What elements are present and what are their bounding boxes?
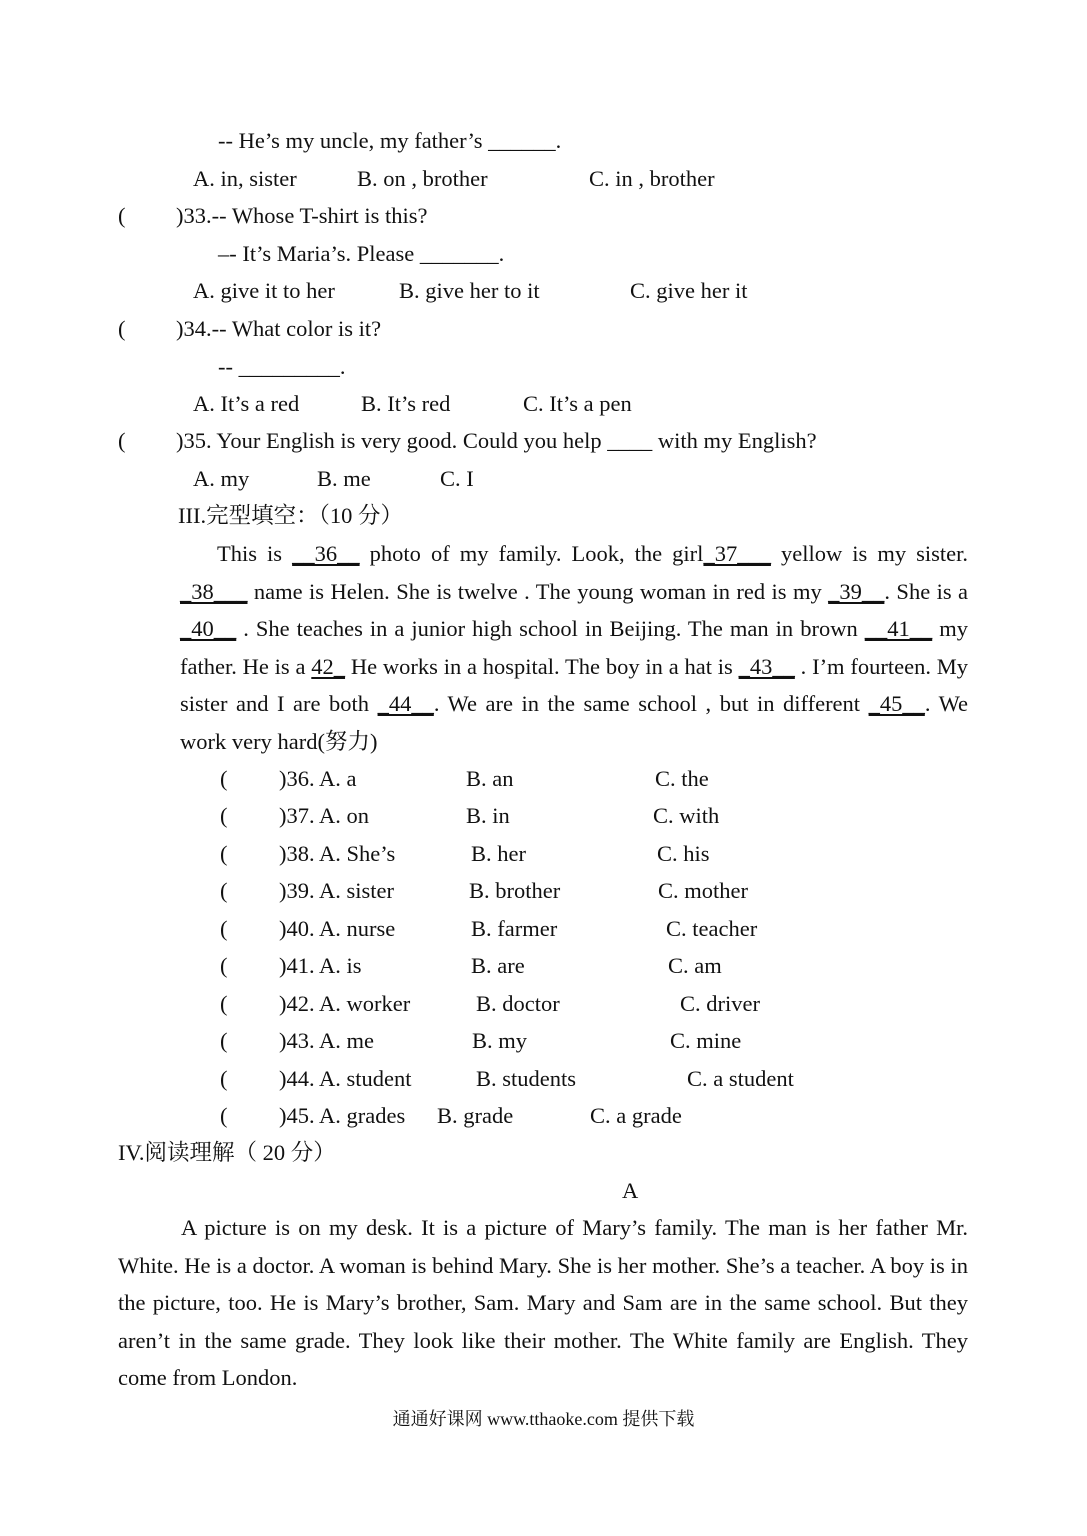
cloze-item-37-c: C. with	[653, 803, 720, 828]
cloze-item-40-b: B. farmer	[471, 916, 558, 941]
q33-option-c: C. give her it	[630, 278, 748, 303]
q32-option-c: C. in , brother	[589, 166, 715, 191]
cloze-blank-39: _39__	[828, 578, 885, 604]
cloze-item-44-b: B. students	[476, 1066, 577, 1091]
cloze-item-38-a: )38. A. She’s	[279, 841, 396, 866]
cloze-item-41-b: B. are	[471, 953, 525, 978]
cloze-passage	[180, 535, 968, 760]
reading-part-label: A	[622, 1178, 639, 1203]
cloze-text: name is Helen. She is twelve . The young woman in red is my	[247, 578, 829, 604]
cloze-text: yellow is my sister.	[770, 541, 968, 566]
cloze-item-44-a: )44. A. student	[279, 1066, 412, 1091]
q34-answer-line: -- _________.	[218, 354, 346, 379]
q33-option-a: A. give it to her	[193, 278, 335, 303]
cloze-item-39-c: C. mother	[658, 878, 748, 903]
q33-option-b: B. give her to it	[399, 278, 540, 303]
cloze-item-38-paren: (	[220, 841, 228, 866]
section-4-heading: IV.阅读理解（ 20 分）	[118, 1140, 336, 1165]
cloze-item-45-c: C. a grade	[590, 1103, 682, 1128]
q34-answer-paren: (	[118, 316, 126, 341]
cloze-item-39-a: )39. A. sister	[279, 878, 394, 903]
cloze-item-36-paren: (	[220, 766, 228, 791]
q34-option-b: B. It’s red	[361, 391, 451, 416]
cloze-blank-40: _40__	[180, 616, 237, 641]
cloze-item-43-paren: (	[220, 1028, 228, 1053]
cloze-item-41-paren: (	[220, 953, 228, 978]
q32-option-b: B. on , brother	[357, 166, 488, 191]
cloze-item-39-paren: (	[220, 878, 228, 903]
q33-answer-paren: (	[118, 203, 126, 228]
cloze-item-45-paren: (	[220, 1103, 228, 1128]
q32-answer-line: -- He’s my uncle, my father’s ______.	[218, 128, 562, 153]
cloze-item-40-c: C. teacher	[666, 916, 758, 941]
cloze-text: . She teaches in a junior high school in Beijing. The man in brown	[236, 616, 865, 641]
cloze-item-42-c: C. driver	[680, 991, 760, 1016]
cloze-blank-37: _37___	[703, 541, 771, 566]
cloze-text: photo of my family. Look, the girl	[359, 541, 704, 566]
cloze-item-45-b: B. grade	[437, 1103, 514, 1128]
cloze-text: . We work very hard(努力)	[180, 691, 968, 754]
cloze-item-42-a: )42. A. worker	[279, 991, 411, 1016]
cloze-text: my father. He is a	[180, 616, 968, 679]
cloze-text: . I’m fourteen. My sister and I are both	[180, 653, 969, 716]
cloze-item-36-a: )36. A. a	[279, 766, 357, 791]
cloze-item-36-c: C. the	[655, 766, 709, 791]
q35-option-a: A. my	[193, 466, 250, 491]
cloze-blank-44: _44__	[377, 691, 434, 716]
cloze-item-43-c: C. mine	[670, 1028, 742, 1053]
cloze-blank-36: __36__	[292, 541, 360, 566]
cloze-item-39-b: B. brother	[469, 878, 561, 903]
cloze-item-41-c: C. am	[668, 953, 722, 978]
cloze-item-37-a: )37. A. on	[279, 803, 369, 828]
q34-option-a: A. It’s a red	[193, 391, 300, 416]
cloze-blank-45: _45__	[868, 691, 925, 716]
cloze-item-43-a: )43. A. me	[279, 1028, 374, 1053]
cloze-item-37-b: B. in	[466, 803, 510, 828]
cloze-text: . We are in the same school , but in different	[433, 691, 869, 716]
q33-answer-line: –- It’s Maria’s. Please _______.	[218, 241, 505, 266]
q35-option-c: C. I	[440, 466, 474, 491]
page-footer: 通通好课网 www.tthaoke.com 提供下载	[392, 1409, 695, 1429]
cloze-text: . She is a	[884, 578, 968, 604]
cloze-item-38-c: C. his	[657, 841, 710, 866]
q32-option-a: A. in, sister	[193, 166, 297, 191]
cloze-item-40-a: )40. A. nurse	[279, 916, 396, 941]
q35-option-b: B. me	[317, 466, 371, 491]
cloze-item-42-b: B. doctor	[476, 991, 560, 1016]
cloze-item-37-paren: (	[220, 803, 228, 828]
q35-question: )35. Your English is very good. Could you help ____ with my English?	[176, 428, 817, 453]
cloze-item-38-b: B. her	[471, 841, 526, 866]
cloze-text: He works in a hospital. The boy in a hat is	[345, 653, 739, 679]
cloze-item-40-paren: (	[220, 916, 228, 941]
q34-option-c: C. It’s a pen	[523, 391, 632, 416]
q33-question: )33.-- Whose T-shirt is this?	[176, 203, 428, 228]
q34-question: )34.-- What color is it?	[176, 316, 382, 341]
section-3-heading: III.完型填空：（10 分）	[178, 503, 403, 528]
cloze-item-45-a: )45. A. grades	[279, 1103, 406, 1128]
cloze-item-41-a: )41. A. is	[279, 953, 362, 978]
cloze-item-36-b: B. an	[466, 766, 514, 791]
cloze-blank-43: _43__	[738, 653, 795, 679]
cloze-blank-42: 42_	[311, 653, 346, 679]
cloze-item-43-b: B. my	[472, 1028, 528, 1053]
cloze-blank-41: __41__	[864, 616, 933, 641]
reading-text: A picture is on my desk. It is a picture of Mary’s family. The man is her father Mr. White. He is a doctor. A woman is behind Mary. She is her mother. She’s a teacher. A boy is in the picture, too. He is Mary’s brother, Sam. Mary and Sam are in the same school. But they aren’t in the same grade. They look like their mother. The White family are English. They come from London.	[118, 1215, 968, 1390]
cloze-text: This is	[217, 541, 293, 566]
q35-answer-paren: (	[118, 428, 126, 453]
cloze-item-44-paren: (	[220, 1066, 228, 1091]
cloze-item-42-paren: (	[220, 991, 228, 1016]
reading-passage	[118, 1209, 968, 1397]
cloze-item-44-c: C. a student	[687, 1066, 794, 1091]
cloze-blank-38: _38___	[180, 578, 248, 604]
